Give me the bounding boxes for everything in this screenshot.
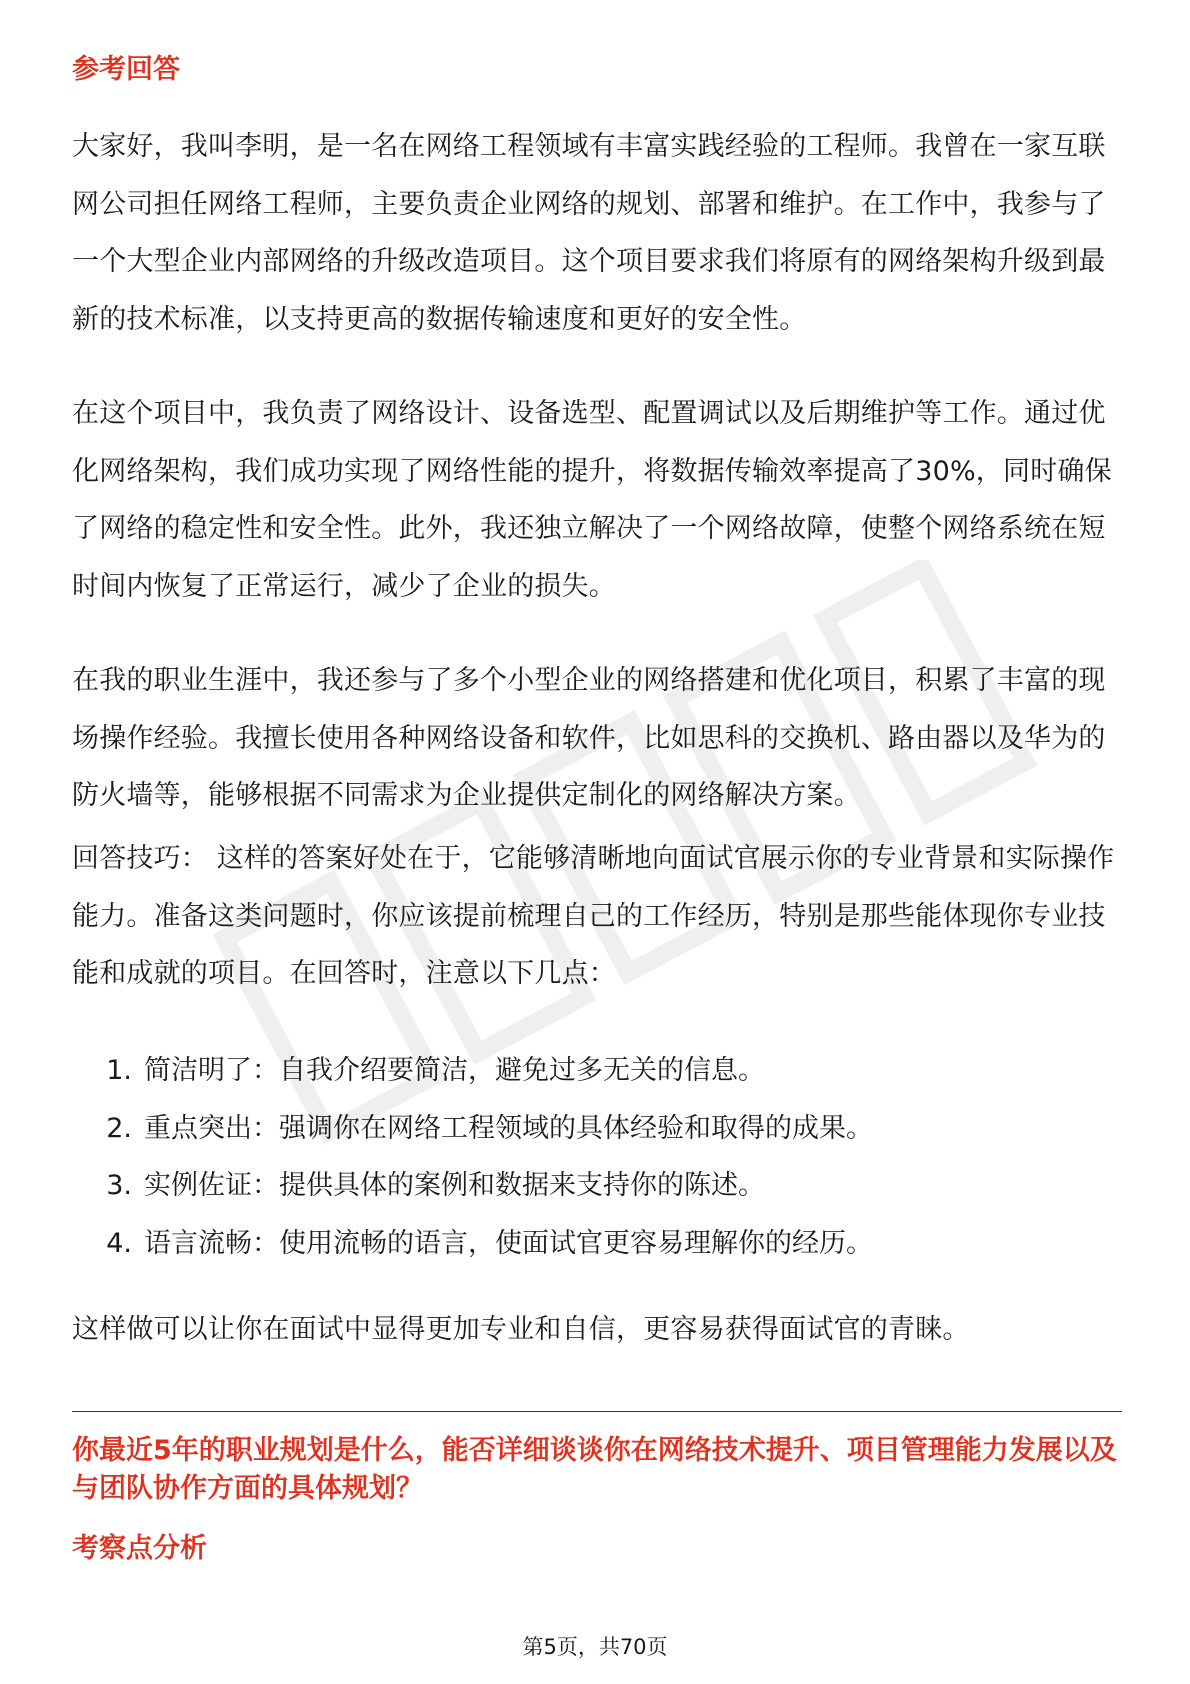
list-item-text: 重点突出：强调你在网络工程领域的具体经验和取得的成果。 — [144, 1112, 873, 1144]
list-item-number: 1. — [106, 1055, 132, 1086]
analysis-heading: 考察点分析 — [72, 1533, 207, 1564]
answer-paragraph-experience: 在我的职业生涯中，我还参与了多个小型企业的网络搭建和优化项目，积累了丰富的现场操作经验。我擅长使用各种网络设备和软件，比如思科的交换机、路由器以及华为的防火墙等，能够根据不同需求为企业提供定制化的网络解决方案。 — [72, 665, 1106, 811]
list-item — [72, 1100, 1122, 1158]
list-item — [72, 1157, 1122, 1215]
list-item-text: 简洁明了：自我介绍要简洁，避免过多无关的信息。 — [144, 1055, 765, 1086]
page-footer: 第5页，共70页 — [522, 1635, 668, 1659]
list-item-number: 2. — [106, 1112, 132, 1144]
tips-list — [72, 1042, 1122, 1272]
list-item-number: 3. — [106, 1170, 132, 1201]
question-heading: 你最近5年的职业规划是什么，能否详细谈谈你在网络技术提升、项目管理能力发展以及与团队协作方面的具体规划？ — [72, 1435, 1117, 1504]
list-item-number: 4. — [106, 1227, 132, 1259]
answer-tips-paragraph: 回答技巧： 这样的答案好处在于，它能够清晰地向面试官展示你的专业背景和实际操作能力。准备这类问题时，你应该提前梳理自己的工作经历，特别是那些能体现你专业技能和成就的项目。在回答时，注意以下几点： — [72, 843, 1115, 989]
reference-answer-heading: 参考回答 — [72, 54, 180, 85]
section-divider — [72, 1411, 1122, 1412]
conclusion-paragraph: 这样做可以让你在面试中显得更加专业和自信，更容易获得面试官的青睐。 — [72, 1314, 970, 1345]
list-item-text: 语言流畅：使用流畅的语言，使面试官更容易理解你的经历。 — [144, 1227, 873, 1259]
answer-paragraph-project: 在这个项目中，我负责了网络设计、设备选型、配置调试以及后期维护等工作。通过优化网络架构，我们成功实现了网络性能的提升，将数据传输效率提高了30%，同时确保了网络的稳定性和安全性。此外，我还独立解决了一个网络故障，使整个网络系统在短时间内恢复了正常运行，减少了企业的损失。 — [72, 398, 1112, 602]
document-page — [72, 0, 1122, 1684]
list-item — [72, 1042, 1122, 1100]
answer-paragraph-intro: 大家好，我叫李明，是一名在网络工程领域有丰富实践经验的工程师。我曾在一家互联网公司担任网络工程师，主要负责企业网络的规划、部署和维护。在工作中，我参与了一个大型企业内部网络的升级改造项目。这个项目要求我们将原有的网络架构升级到最新的技术标准，以支持更高的数据传输速度和更好的安全性。 — [72, 131, 1106, 335]
list-item — [72, 1215, 1122, 1273]
list-item-text: 实例佐证：提供具体的案例和数据来支持你的陈述。 — [144, 1170, 765, 1201]
